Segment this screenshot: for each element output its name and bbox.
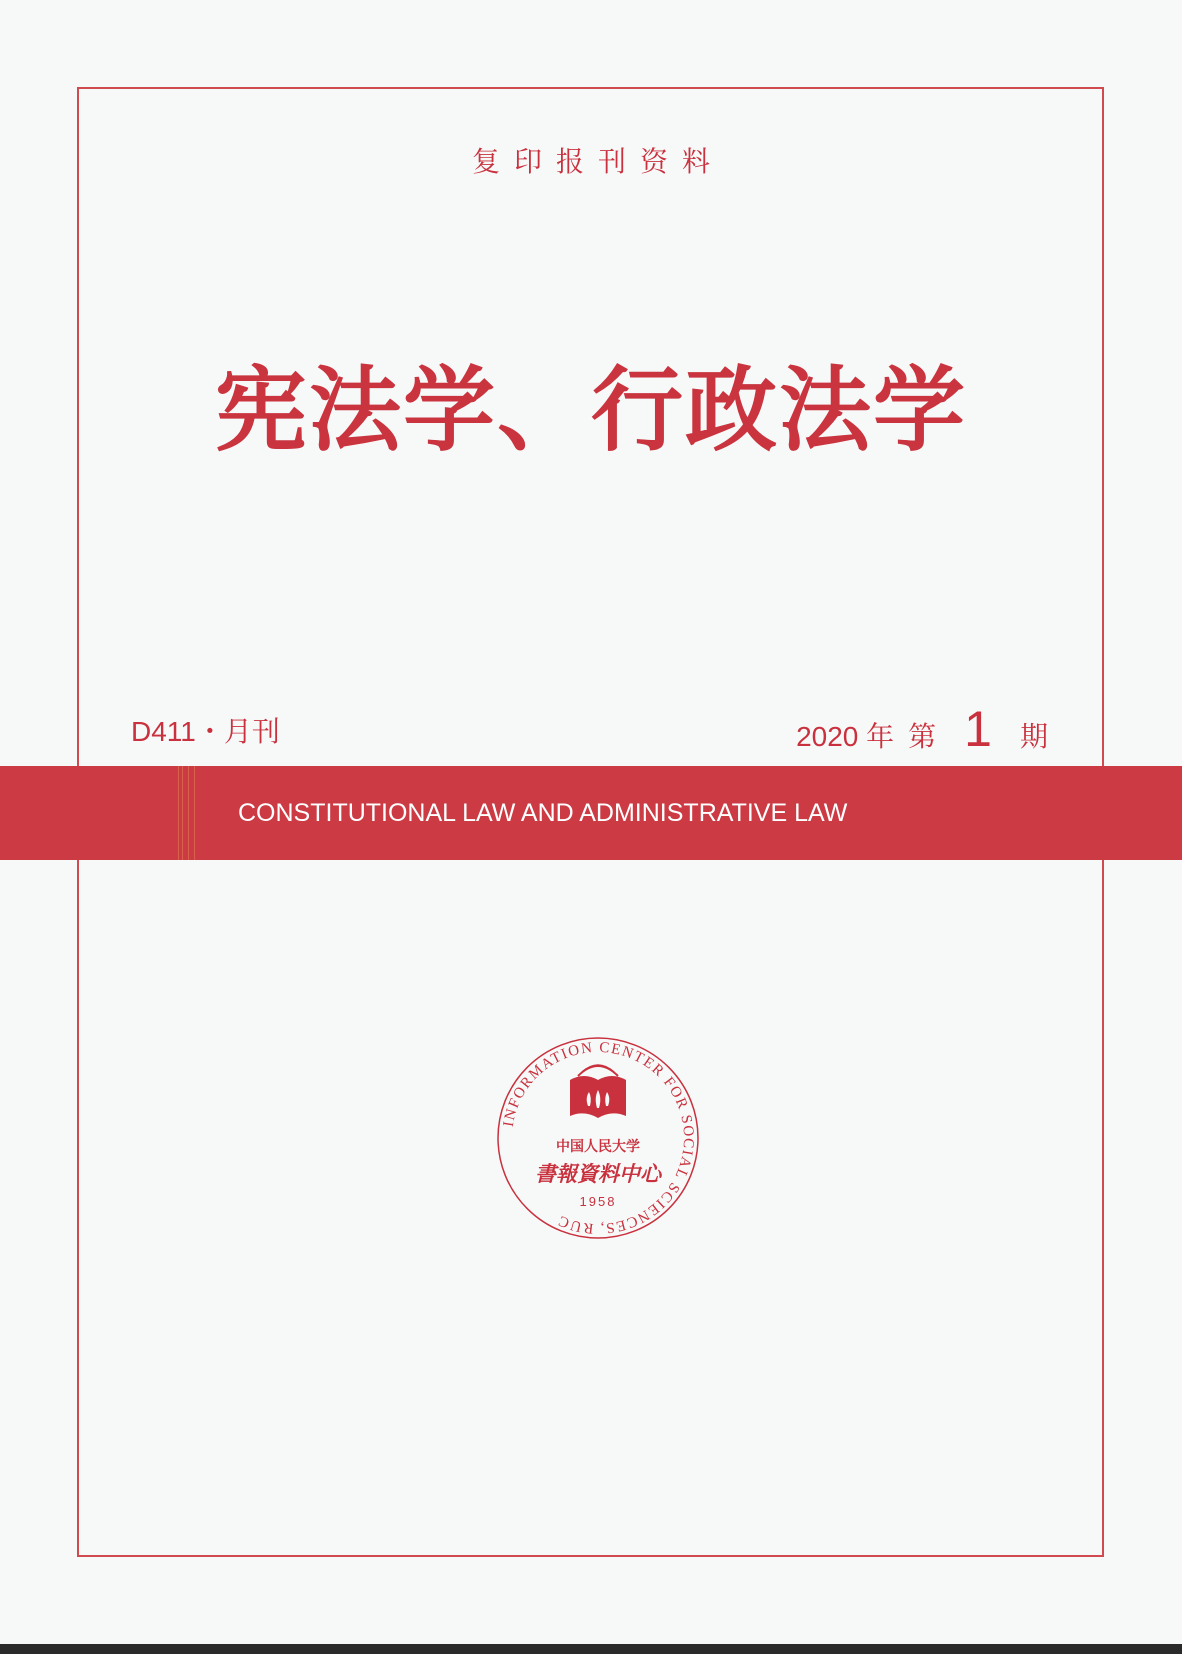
band-stripe — [194, 766, 195, 860]
issue-year: 2020 年 — [796, 721, 895, 752]
issue-label-post: 期 — [1019, 721, 1048, 752]
issue-label-pre: 第 — [908, 721, 937, 752]
seal-ring-text: INFORMATION CENTER FOR SOCIAL SCIENCES, RUC — [500, 1039, 697, 1237]
publisher-seal — [488, 1028, 708, 1248]
journal-title: 宪法学、行政法学 — [214, 357, 967, 464]
band-stripe — [182, 766, 183, 860]
catalog-code: D411・月刊 — [131, 716, 280, 747]
book-flame-icon — [570, 1065, 626, 1118]
issue-info — [796, 701, 1048, 757]
band-stripe — [188, 766, 189, 860]
english-title: CONSTITUTIONAL LAW AND ADMINISTRATIVE LAW — [238, 799, 848, 827]
band-stripe — [178, 766, 179, 860]
seal-year: 1958 — [579, 1194, 617, 1209]
seal-line1: 中国人民大学 — [556, 1139, 640, 1155]
title-band — [0, 766, 1182, 860]
issue-number: 1 — [964, 701, 992, 757]
series-name: 复印报刊资料 — [471, 145, 724, 178]
seal-line2: 書報資料中心 — [535, 1161, 661, 1186]
scan-edge — [0, 1644, 1182, 1654]
